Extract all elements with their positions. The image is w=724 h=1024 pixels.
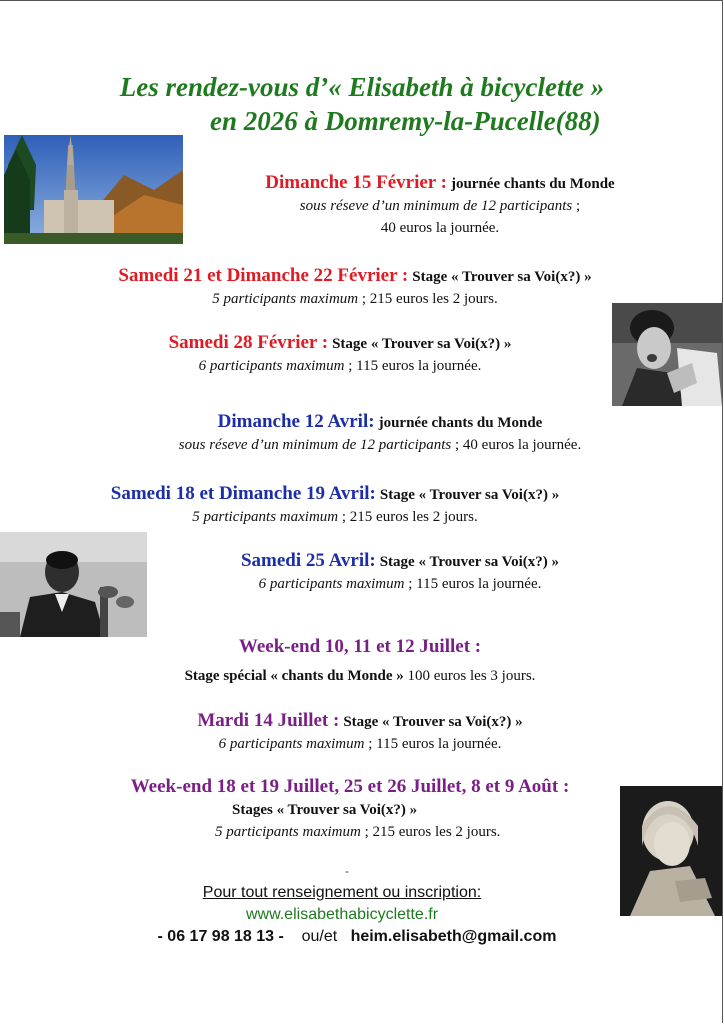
singer-photo bbox=[612, 303, 722, 406]
event-weekend-18-juillet bbox=[60, 776, 640, 843]
speaker-photo bbox=[0, 532, 147, 637]
basilica-photo bbox=[4, 135, 183, 244]
event-price: 40 euros la journée. bbox=[462, 437, 582, 453]
event-date: Week-end 18 et 19 Juillet, 25 et 26 Juillet, 8 et 9 Août : bbox=[130, 776, 570, 797]
event-separator: ; bbox=[451, 437, 460, 453]
event-separator: ; bbox=[572, 198, 581, 214]
event-description: journée chants du Monde bbox=[378, 415, 543, 431]
contact-line bbox=[0, 928, 719, 946]
website-link[interactable]: www.elisabethabicyclette.fr bbox=[245, 906, 439, 923]
event-note: 6 participants maximum bbox=[198, 358, 345, 374]
page-title-line1: Les rendez-vous d’« Elisabeth à bicyclette » bbox=[119, 72, 605, 102]
event-description: Stage spécial « chants du Monde » bbox=[184, 668, 404, 684]
event-separator: ; bbox=[344, 358, 353, 374]
event-price: 215 euros les 2 jours. bbox=[372, 824, 501, 840]
event-samedi-21-fevrier bbox=[55, 265, 655, 310]
event-samedi-28-fevrier bbox=[120, 332, 560, 377]
event-separator: ; bbox=[404, 576, 413, 592]
event-samedi-25-avril bbox=[180, 550, 620, 595]
event-separator: ; bbox=[364, 736, 373, 752]
event-date: Week-end 10, 11 et 12 Juillet : bbox=[238, 636, 482, 657]
event-samedi-18-avril bbox=[55, 483, 615, 528]
event-description: Stage « Trouver sa Voi(x?) » bbox=[412, 269, 592, 285]
contact-heading: Pour tout renseignement ou inscription: bbox=[202, 884, 482, 901]
event-price: 115 euros la journée. bbox=[356, 358, 482, 374]
event-price: 215 euros les 2 jours. bbox=[369, 291, 498, 307]
event-price: 115 euros la journée. bbox=[376, 736, 502, 752]
event-separator: ; bbox=[360, 824, 369, 840]
event-note: 5 participants maximum bbox=[215, 824, 361, 840]
event-price: 100 euros les 3 jours. bbox=[407, 668, 536, 684]
event-date: Samedi 21 et Dimanche 22 Février : bbox=[118, 265, 409, 286]
contact-or: ou/et bbox=[301, 928, 338, 945]
event-note: sous réseve d’un minimum de 12 participants bbox=[299, 198, 573, 214]
event-note: 6 participants maximum bbox=[218, 736, 365, 752]
event-date: Dimanche 15 Février : bbox=[265, 172, 447, 193]
event-description: Stage « Trouver sa Voi(x?) » bbox=[379, 554, 560, 570]
event-price: 40 euros la journée. bbox=[380, 220, 500, 236]
event-mardi-14-juillet bbox=[140, 710, 580, 755]
event-dimanche-12-avril bbox=[110, 411, 650, 456]
event-note: 6 participants maximum bbox=[258, 576, 405, 592]
event-date: Mardi 14 Juillet : bbox=[197, 710, 340, 731]
event-weekend-10-juillet bbox=[120, 636, 600, 687]
event-date: Samedi 18 et Dimanche 19 Avril: bbox=[110, 483, 376, 504]
contact-dash: - bbox=[345, 864, 349, 878]
event-description: Stages « Trouver sa Voi(x?) » bbox=[232, 802, 418, 818]
event-separator: ; bbox=[358, 291, 367, 307]
event-description: Stage « Trouver sa Voi(x?) » bbox=[343, 714, 523, 730]
event-note: sous réseve d’un minimum de 12 participants bbox=[178, 437, 452, 453]
event-description: Stage « Trouver sa Voi(x?) » bbox=[332, 336, 512, 352]
event-separator: ; bbox=[338, 509, 347, 525]
event-note: 5 participants maximum bbox=[192, 509, 339, 525]
event-price: 215 euros les 2 jours. bbox=[349, 509, 478, 525]
event-price: 115 euros la journée. bbox=[416, 576, 542, 592]
event-date: Samedi 28 Février : bbox=[168, 332, 329, 353]
event-dimanche-15-fevrier bbox=[230, 172, 650, 239]
event-description: journée chants du Monde bbox=[450, 176, 615, 192]
event-date: Samedi 25 Avril: bbox=[240, 550, 376, 571]
event-date: Dimanche 12 Avril: bbox=[217, 411, 375, 432]
event-note: 5 participants maximum bbox=[212, 291, 359, 307]
event-description: Stage « Trouver sa Voi(x?) » bbox=[379, 487, 560, 503]
email-link[interactable]: heim.elisabeth@gmail.com bbox=[350, 928, 557, 945]
phone-number[interactable]: - 06 17 98 18 13 - bbox=[157, 928, 284, 945]
page-title-line2: en 2026 à Domremy-la-Pucelle(88) bbox=[210, 106, 601, 136]
